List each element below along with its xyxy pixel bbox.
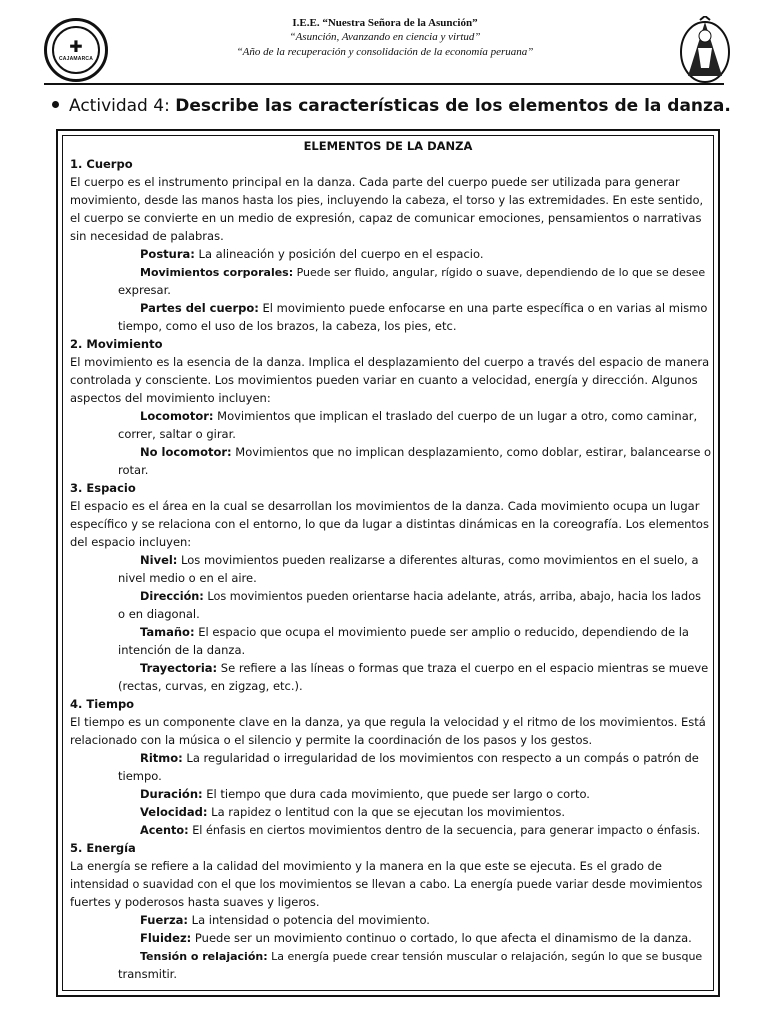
cross-icon: ✚ bbox=[69, 36, 83, 56]
year-name: “Año de la recuperación y consolidación de la economía peruana” bbox=[236, 46, 534, 58]
school-seal-logo bbox=[44, 18, 108, 82]
list-item-continuation: transmitir. bbox=[118, 967, 177, 981]
list-item: Locomotor: Movimientos que implican el traslado del cuerpo de un lugar a otro, como caminar, bbox=[140, 409, 698, 423]
list-item: Nivel: Los movimientos pueden realizarse a diferentes alturas, como movimientos en el suelo, a bbox=[140, 553, 699, 567]
list-item: Postura: La alineación y posición del cuerpo en el espacio. bbox=[140, 247, 484, 261]
school-motto: “Asunción, Avanzando en ciencia y virtud” bbox=[289, 31, 481, 43]
list-item: Dirección: Los movimientos pueden orientarse hacia adelante, atrás, arriba, abajo, hacia los lados bbox=[140, 590, 701, 603]
list-item: Fuerza: La intensidad o potencia del movimiento. bbox=[140, 913, 430, 927]
list-item-continuation: tiempo, como el uso de los brazos, la cabeza, los pies, etc. bbox=[118, 319, 457, 333]
list-item: Duración: El tiempo que dura cada movimiento, que puede ser largo o corto. bbox=[140, 787, 590, 801]
section-heading-energia: 5. Energía bbox=[70, 841, 136, 855]
list-item: No locomotor: Movimientos que no implican desplazamiento, como doblar, estirar, balancearse o bbox=[140, 445, 712, 459]
list-item: Ritmo: La regularidad o irregularidad de los movimientos con respecto a un compás o patrón de bbox=[140, 751, 699, 765]
school-name: I.E.E. “Nuestra Señora de la Asunción” bbox=[292, 17, 478, 29]
activity-label: Actividad 4: bbox=[69, 96, 170, 116]
paragraph-line: movimiento, desde las manos hasta los pies, incluyendo la cabeza, el torso y las extremidades. En este sentido, bbox=[70, 194, 704, 207]
paragraph-line: La energía se refiere a la calidad del movimiento y la manera en la que este se ejecuta. Es el grado de bbox=[70, 859, 662, 873]
list-item: Tensión o relajación: La energía puede crear tensión muscular o relajación, según lo que se busque bbox=[140, 950, 703, 963]
virgin-image-logo bbox=[678, 16, 732, 84]
list-item-continuation: rotar. bbox=[118, 463, 149, 477]
section-heading-espacio: 3. Espacio bbox=[70, 481, 136, 495]
paragraph-line: el cuerpo se convierte en un medio de expresión, capaz de comunicar emociones, pensamientos o narrativas bbox=[70, 211, 702, 225]
list-item: Fluidez: Puede ser un movimiento continuo o cortado, lo que afecta el dinamismo de la danza. bbox=[140, 931, 692, 945]
section-heading-tiempo: 4. Tiempo bbox=[70, 697, 135, 711]
paragraph-line: El espacio es el área en la cual se desarrollan los movimientos de la danza. Cada movimiento ocupa un lugar bbox=[70, 499, 700, 513]
list-item-continuation: nivel medio o en el aire. bbox=[118, 571, 257, 585]
list-item-continuation: o en diagonal. bbox=[118, 607, 200, 621]
paragraph-line: sin necesidad de palabras. bbox=[70, 229, 224, 243]
list-item: Partes del cuerpo: El movimiento puede enfocarse en una parte específica o en varias al mismo bbox=[140, 301, 708, 315]
activity-title: Describe las características de los elementos de la danza. bbox=[175, 96, 731, 116]
list-item-continuation: correr, saltar o girar. bbox=[118, 427, 236, 441]
paragraph-line: específico y se relaciona con el entorno, lo que da lugar a distintas dinámicas en la coreografía. Los elementos bbox=[70, 517, 709, 531]
paragraph-line: El tiempo es un componente clave en la danza, ya que regula la velocidad y el ritmo de los movimientos. Está bbox=[70, 715, 706, 729]
bullet-icon bbox=[52, 101, 59, 108]
box-title: ELEMENTOS DE LA DANZA bbox=[303, 139, 473, 153]
paragraph-line: El movimiento es la esencia de la danza. Implica el desplazamiento del cuerpo a través del espacio de manera bbox=[70, 355, 710, 369]
paragraph-line: controlada y consciente. Los movimientos pueden variar en cuanto a velocidad, energía y dirección. Algunos bbox=[70, 373, 698, 387]
list-item: Movimientos corporales: Puede ser fluido, angular, rígido o suave, dependiendo de lo que se desee bbox=[140, 266, 706, 279]
list-item: Velocidad: La rapidez o lentitud con la que se ejecutan los movimientos. bbox=[140, 805, 566, 819]
list-item: Trayectoria: Se refiere a las líneas o formas que traza el cuerpo en el espacio mientras se mueve bbox=[140, 661, 709, 675]
paragraph-line: del espacio incluyen: bbox=[70, 535, 192, 549]
seal-city-label: CAJAMARCA bbox=[58, 55, 94, 62]
paragraph-line: relacionado con la música o el silencio y permite la coordinación de los pasos y los gestos. bbox=[70, 733, 593, 747]
list-item-continuation: intención de la danza. bbox=[118, 643, 246, 657]
list-item-continuation: expresar. bbox=[118, 283, 171, 297]
paragraph-line: aspectos del movimiento incluyen: bbox=[70, 391, 271, 405]
paragraph-line: El cuerpo es el instrumento principal en la danza. Cada parte del cuerpo puede ser utilizada para generar bbox=[70, 175, 680, 189]
paragraph-line: intensidad o suavidad con el que los movimientos se llevan a cabo. La energía puede variar desde movimientos bbox=[70, 878, 703, 891]
section-heading-movimiento: 2. Movimiento bbox=[70, 337, 163, 351]
list-item-continuation: tiempo. bbox=[118, 769, 162, 783]
section-heading-cuerpo: 1. Cuerpo bbox=[70, 157, 133, 171]
paragraph-line: fuertes y poderosos hasta suaves y ligeros. bbox=[70, 895, 320, 909]
activity-heading bbox=[52, 96, 731, 116]
list-item-continuation: (rectas, curvas, en zigzag, etc.). bbox=[118, 679, 303, 693]
header-divider bbox=[44, 83, 724, 85]
list-item: Acento: El énfasis en ciertos movimientos dentro de la secuencia, para generar impacto o énfasis. bbox=[140, 824, 701, 837]
list-item: Tamaño: El espacio que ocupa el movimiento puede ser amplio o reducido, dependiendo de la bbox=[140, 625, 689, 639]
